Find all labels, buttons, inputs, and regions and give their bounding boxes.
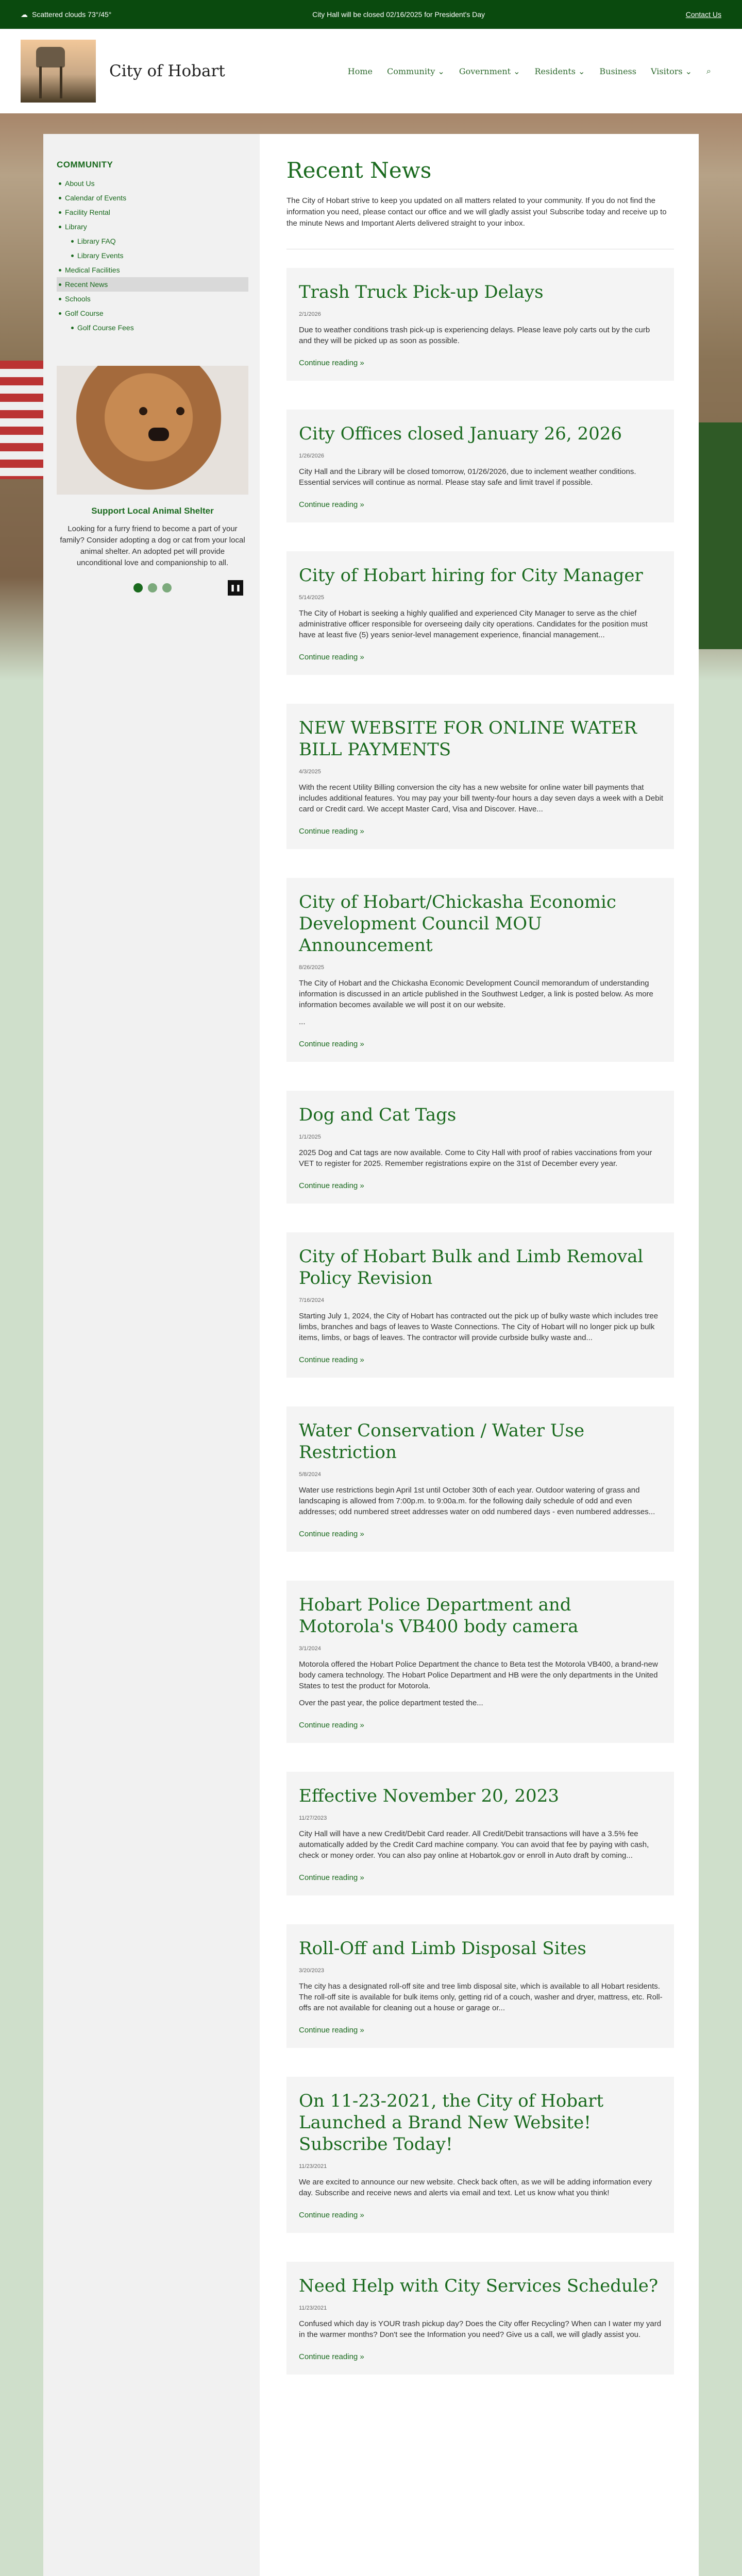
nav-home[interactable]: Home <box>347 66 373 76</box>
weather <box>21 10 111 19</box>
news-post <box>286 1091 674 1204</box>
post-date: 5/8/2024 <box>299 1471 321 1478</box>
post-date: 11/23/2021 <box>299 2305 327 2311</box>
slide-dot[interactable] <box>133 583 143 592</box>
news-post <box>286 704 674 849</box>
weather-text: Scattered clouds 73°/45° <box>32 10 112 19</box>
continue-reading-link[interactable]: Continue reading » <box>299 2211 364 2219</box>
post-excerpt: City Hall and the Library will be closed tomorrow, 01/26/2026, due to inclement weather conditions. Essential services will continue as normal. Please stay safe and limit travel if possible. <box>299 467 636 487</box>
sidebar <box>43 134 260 2576</box>
post-excerpt: The City of Hobart is seeking a highly qualified and experienced City Manager to serve as the chief administrative officer responsible for overseeing daily city operations. Candidates for the position must have at least five (5) years senior-level management experience, financial management... <box>299 609 648 639</box>
post-date: 5/14/2025 <box>299 595 324 601</box>
nav-government[interactable]: Government ⌄ <box>459 66 520 76</box>
alert-bar <box>0 0 742 29</box>
news-post <box>286 1924 674 2048</box>
post-excerpt: Motorola offered the Hobart Police Department the chance to Beta test the Motorola VB400, a brand-new body camera technology. The Hobart Police Department and HB were the only departments in the United States to test the product for Motorola. <box>299 1660 658 1690</box>
continue-reading-link[interactable]: Continue reading » <box>299 1873 364 1882</box>
sidebar-item[interactable]: Golf Course Fees <box>57 320 248 335</box>
city-name: City of Hobart <box>109 62 225 80</box>
news-post <box>286 410 674 522</box>
news-post <box>286 1232 674 1378</box>
contact-us-link[interactable]: Contact Us <box>685 10 721 19</box>
sidebar-item[interactable]: Medical Facilities <box>57 263 248 277</box>
promo-slide <box>57 366 248 592</box>
main-content <box>260 134 699 2576</box>
continue-reading-link[interactable]: Continue reading » <box>299 2352 364 2361</box>
post-excerpt: Starting July 1, 2024, the City of Hobart has contracted out the pick up of bulky waste which includes tree limbs, branches and bags of leaves to Waste Connections. The City of Hobart will no longer pick up bulk items, limbs, or bags of leaves. The contractor will provide curbside bulky waste and... <box>299 1312 659 1342</box>
slide-dot[interactable] <box>148 583 157 592</box>
post-title[interactable]: On 11-23-2021, the City of Hobart Launched a Brand New Website! Subscribe Today! <box>299 2091 604 2155</box>
news-post <box>286 1581 674 1743</box>
continue-reading-link[interactable]: Continue reading » <box>299 1721 364 1730</box>
post-title[interactable]: Water Conservation / Water Use Restriction <box>299 1420 585 1463</box>
post-excerpt: Confused which day is YOUR trash pickup day? Does the City offer Recycling? When can I water my yard in the warmer months? Don't see the Information you need? Give us a call, we will gladly assist you. <box>299 2319 662 2339</box>
sidebar-item[interactable]: About Us <box>57 176 248 191</box>
sidebar-item[interactable]: Facility Rental <box>57 205 248 219</box>
sidebar-item[interactable]: Recent News <box>57 277 248 292</box>
post-date: 1/1/2025 <box>299 1134 321 1140</box>
post-title[interactable]: Dog and Cat Tags <box>299 1105 457 1125</box>
post-date: 4/3/2025 <box>299 769 321 775</box>
continue-reading-link[interactable]: Continue reading » <box>299 2026 364 2035</box>
news-post <box>286 878 674 1062</box>
water-tower-logo <box>21 40 96 103</box>
tree-image <box>696 422 742 649</box>
post-excerpt: The city has a designated roll-off site and tree limb disposal site, which is available to all Hobart residents. The roll-off site is available for bulk items only, getting rid of a couch, washer and dryer, mattress, etc. Roll-offs are not available for cleaning out a house or garage or... <box>299 1982 663 2012</box>
sidebar-item[interactable]: Library <box>57 219 248 234</box>
continue-reading-link[interactable]: Continue reading » <box>299 1181 364 1190</box>
flag-image <box>0 361 43 479</box>
pause-icon[interactable]: ❚❚ <box>228 580 243 596</box>
sidebar-list <box>57 176 248 335</box>
sidebar-title: COMMUNITY <box>57 160 113 170</box>
news-list <box>286 268 674 2375</box>
news-post <box>286 2262 674 2375</box>
post-date: 3/1/2024 <box>299 1646 321 1652</box>
continue-reading-link[interactable]: Continue reading » <box>299 1355 364 1364</box>
post-title[interactable]: Trash Truck Pick-up Delays <box>299 282 544 302</box>
sidebar-item[interactable]: Schools <box>57 292 248 306</box>
post-date: 11/27/2023 <box>299 1815 327 1821</box>
post-title[interactable]: City of Hobart Bulk and Limb Removal Policy Revision <box>299 1246 644 1289</box>
continue-reading-link[interactable]: Continue reading » <box>299 827 364 836</box>
news-post <box>286 551 674 675</box>
slide-dot[interactable] <box>162 583 172 592</box>
content-card <box>43 134 699 2576</box>
chevron-down-icon: ⌄ <box>685 66 693 76</box>
alert-message[interactable]: City Hall will be closed 02/16/2025 for President's Day <box>312 10 485 19</box>
nav-residents[interactable]: Residents ⌄ <box>534 66 585 76</box>
post-excerpt: 2025 Dog and Cat tags are now available. Come to City Hall with proof of rabies vaccinations from your VET to register for 2025. Remember registrations expire on the 31st of December every year. <box>299 1148 652 1168</box>
chevron-down-icon: ⌄ <box>513 66 520 76</box>
post-excerpt-extra: Over the past year, the police department tested the... <box>299 1699 483 1707</box>
nav-business[interactable]: Business <box>599 66 636 76</box>
sidebar-item[interactable]: Library Events <box>57 248 248 263</box>
news-post <box>286 2077 674 2233</box>
post-excerpt: The City of Hobart and the Chickasha Economic Development Council memorandum of understanding information is discussed in an article published in the Southwest Ledger, a link is posted below. As more information becomes available we will post it on our website. <box>299 979 653 1009</box>
post-date: 2/1/2026 <box>299 311 321 317</box>
news-post <box>286 268 674 381</box>
continue-reading-link[interactable]: Continue reading » <box>299 1530 364 1538</box>
sidebar-item[interactable]: Golf Course <box>57 306 248 320</box>
news-post <box>286 1406 674 1552</box>
post-title[interactable]: Roll-Off and Limb Disposal Sites <box>299 1938 586 1959</box>
brand[interactable] <box>21 40 225 103</box>
nav-visitors[interactable]: Visitors ⌄ <box>650 66 693 76</box>
post-title[interactable]: City of Hobart/Chickasha Economic Development Council MOU Announcement <box>299 892 616 956</box>
news-post <box>286 1772 674 1895</box>
post-excerpt-extra: ... <box>299 1018 306 1026</box>
post-title[interactable]: Hobart Police Department and Motorola's VB400 body camera <box>299 1595 579 1637</box>
site-header <box>0 29 742 113</box>
post-date: 3/20/2023 <box>299 1968 324 1974</box>
chevron-down-icon: ⌄ <box>437 66 445 76</box>
post-title[interactable]: City Offices closed January 26, 2026 <box>299 423 622 444</box>
dog-image <box>57 366 248 495</box>
post-title[interactable]: Effective November 20, 2023 <box>299 1786 559 1806</box>
post-date: 1/26/2026 <box>299 453 324 459</box>
intro-text: The City of Hobart strive to keep you updated on all matters related to your community. If you do not find the information you need, please contact our office and we will gladly assist you! Subscribe today and receive up to the minute News and Important Alerts delivered straight to your inbox. <box>286 195 674 249</box>
hero-background <box>0 113 742 2576</box>
post-date: 8/26/2025 <box>299 964 324 971</box>
cloud-icon: ☁ <box>21 10 28 19</box>
page-title: Recent News <box>286 158 432 183</box>
post-excerpt: City Hall will have a new Credit/Debit Card reader. All Credit/Debit transactions will have a 3.5% fee automatically added by the Credit Card machine company. You can avoid that fee by paying with cash, check or money order. You can also pay online at Hobartok.gov or enroll in Auto draft by coming... <box>299 1829 649 1860</box>
post-excerpt: With the recent Utility Billing conversion the city has a new website for online water bill payments that includes additional features. You may pay your bill twenty-four hours a day seven days a week with a Debit card or Credit card. We accept Master Card, Visa and Discover. Have... <box>299 783 664 814</box>
promo-text: Looking for a furry friend to become a part of your family? Consider adopting a dog or cat from your local animal shelter. An adopted pet will provide unconditional love and companionship to all. <box>60 524 245 567</box>
post-title[interactable]: City of Hobart hiring for City Manager <box>299 565 643 586</box>
search-icon[interactable]: ⌕ <box>706 66 711 76</box>
continue-reading-link[interactable]: Continue reading » <box>299 653 364 662</box>
sidebar-item[interactable]: Calendar of Events <box>57 191 248 205</box>
post-excerpt: Due to weather conditions trash pick-up is experiencing delays. Please leave poly carts out by the curb and they will be picked up as soon as possible. <box>299 326 650 345</box>
post-date: 11/23/2021 <box>299 2163 327 2170</box>
continue-reading-link[interactable]: Continue reading » <box>299 359 364 367</box>
post-excerpt: We are excited to announce our new website. Check back often, as we will be adding information every day. Subscribe and receive news and alerts via email and text. Let us know what you think! <box>299 2178 652 2197</box>
post-title[interactable]: Need Help with City Services Schedule? <box>299 2276 659 2296</box>
chevron-down-icon: ⌄ <box>578 66 585 76</box>
post-date: 7/16/2024 <box>299 1297 324 1303</box>
continue-reading-link[interactable]: Continue reading » <box>299 1040 364 1048</box>
post-excerpt: Water use restrictions begin April 1st until October 30th of each year. Outdoor watering of grass and landscaping is allowed from 7:00p.m. to 9:00a.m. for the following daily schedule of odd and even addresses; odd numbered street addresses water on odd numbered days - even numbered addresses... <box>299 1486 655 1516</box>
post-title[interactable]: NEW WEBSITE FOR ONLINE WATER BILL PAYMENTS <box>299 718 637 760</box>
continue-reading-link[interactable]: Continue reading » <box>299 500 364 509</box>
promo-title[interactable]: Support Local Animal Shelter <box>91 506 214 516</box>
sidebar-item[interactable]: Library FAQ <box>57 234 248 248</box>
nav-community[interactable]: Community ⌄ <box>387 66 445 76</box>
slide-dots <box>57 583 248 592</box>
main-nav <box>348 66 711 76</box>
